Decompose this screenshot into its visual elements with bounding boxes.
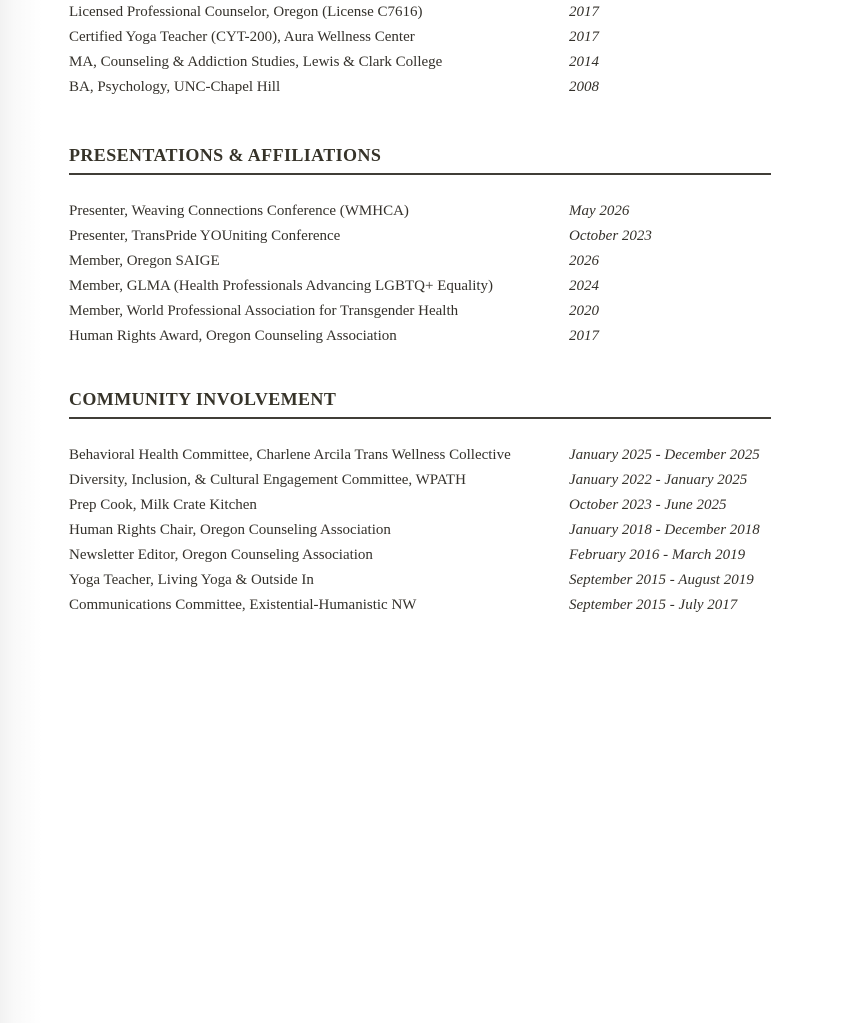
entry-date: 2008 <box>569 79 599 95</box>
community-rows <box>69 443 771 618</box>
entry-title: Certified Yoga Teacher (CYT-200), Aura Wellness Center <box>69 29 415 45</box>
section-presentations-affiliations <box>69 146 771 349</box>
entry-date: October 2023 - June 2025 <box>569 497 727 513</box>
entry-title: Member, World Professional Association for Transgender Health <box>69 303 459 319</box>
resume-entry-row <box>69 568 771 593</box>
entry-title: Yoga Teacher, Living Yoga & Outside In <box>69 572 314 588</box>
resume-entry-row <box>69 0 771 25</box>
entry-title: Presenter, TransPride YOUniting Conference <box>69 228 341 244</box>
resume-entry-row <box>69 443 771 468</box>
entry-title: Member, Oregon SAIGE <box>69 253 220 269</box>
entry-title: MA, Counseling & Addiction Studies, Lewis & Clark College <box>69 54 443 70</box>
entry-title: Diversity, Inclusion, & Cultural Engagement Committee, WPATH <box>69 472 466 488</box>
entry-date: 2017 <box>569 29 599 45</box>
entry-date: September 2015 - August 2019 <box>569 572 754 588</box>
entry-date: January 2018 - December 2018 <box>569 522 760 538</box>
resume-entry-row <box>69 518 771 543</box>
entry-title: Human Rights Chair, Oregon Counseling Association <box>69 522 391 538</box>
entry-date: September 2015 - July 2017 <box>569 597 738 613</box>
entry-date: 2017 <box>569 328 599 344</box>
resume-entry-row <box>69 324 771 349</box>
presentations-rows <box>69 199 771 349</box>
section-heading-presentations: PRESENTATIONS & AFFILIATIONS <box>69 146 771 175</box>
resume-entry-row <box>69 493 771 518</box>
section-heading-community: COMMUNITY INVOLVEMENT <box>69 390 771 419</box>
resume-entry-row <box>69 249 771 274</box>
entry-title: Communications Committee, Existential-Humanistic NW <box>69 597 417 613</box>
entry-title: BA, Psychology, UNC-Chapel Hill <box>69 79 281 95</box>
resume-entry-row <box>69 199 771 224</box>
entry-date: 2020 <box>569 303 599 319</box>
entry-title: Licensed Professional Counselor, Oregon (License C7616) <box>69 4 423 20</box>
resume-entry-row <box>69 75 771 100</box>
entry-title: Newsletter Editor, Oregon Counseling Association <box>69 547 373 563</box>
entry-date: 2014 <box>569 54 599 70</box>
resume-entry-row <box>69 274 771 299</box>
entry-title: Member, GLMA (Health Professionals Advancing LGBTQ+ Equality) <box>69 278 494 294</box>
entry-title: Behavioral Health Committee, Charlene Arcila Trans Wellness Collective <box>69 447 511 463</box>
resume-entry-row <box>69 593 771 618</box>
entry-title: Presenter, Weaving Connections Conference (WMHCA) <box>69 203 409 219</box>
resume-entry-row <box>69 25 771 50</box>
resume-entry-row <box>69 468 771 493</box>
resume-entry-row <box>69 224 771 249</box>
entry-date: January 2022 - January 2025 <box>569 472 748 488</box>
entry-date: January 2025 - December 2025 <box>569 447 760 463</box>
entry-date: February 2016 - March 2019 <box>569 547 746 563</box>
entry-date: 2024 <box>569 278 599 294</box>
resume-entry-row <box>69 299 771 324</box>
entry-date: 2026 <box>569 253 599 269</box>
credentials-rows <box>69 0 771 100</box>
entry-date: October 2023 <box>569 228 652 244</box>
section-credentials <box>69 0 771 100</box>
entry-date: 2017 <box>569 4 599 20</box>
entry-title: Prep Cook, Milk Crate Kitchen <box>69 497 257 513</box>
entry-date: May 2026 <box>569 203 630 219</box>
resume-entry-row <box>69 543 771 568</box>
resume-entry-row <box>69 50 771 75</box>
section-community-involvement <box>69 390 771 618</box>
entry-title: Human Rights Award, Oregon Counseling Association <box>69 328 397 344</box>
